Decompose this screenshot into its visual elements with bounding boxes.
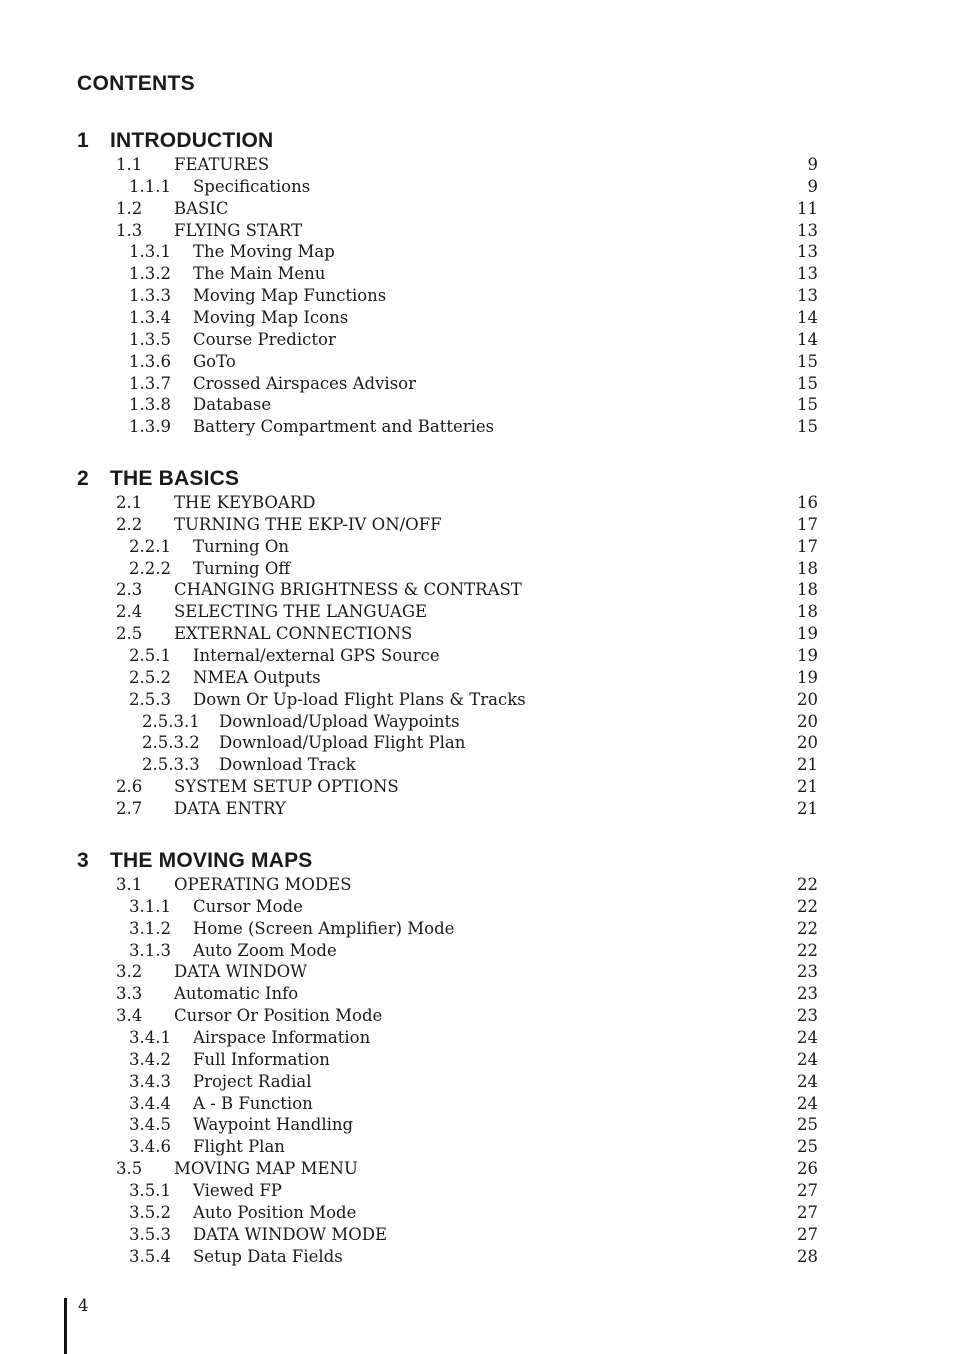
toc-entry-label: TURNING THE EKP-IV ON/OFF: [174, 514, 442, 534]
toc-entry-label: Download/Upload Waypoints: [219, 711, 460, 731]
footer-page-number: 4: [78, 1296, 89, 1315]
toc-entry-number: 3.4: [116, 1006, 143, 1026]
toc-entry-page: 18: [797, 602, 818, 622]
toc-entry-page: 28: [797, 1246, 818, 1266]
toc-entry-page: 22: [797, 896, 818, 916]
toc-entry-number: 3.3: [116, 984, 143, 1004]
toc-entry-label: SELECTING THE LANGUAGE: [174, 602, 428, 622]
toc-entry-number: 2.2.2: [129, 558, 171, 578]
toc-entry-label: Auto Zoom Mode: [193, 940, 337, 960]
toc-entry[interactable]: [0, 263, 954, 285]
toc-entry[interactable]: [0, 776, 954, 798]
toc-entry[interactable]: [0, 667, 954, 689]
toc-entry-page: 17: [797, 514, 818, 534]
toc-entry[interactable]: [0, 874, 954, 896]
toc-entry[interactable]: [0, 1071, 954, 1093]
toc-entry[interactable]: [0, 285, 954, 307]
toc-entry[interactable]: [0, 351, 954, 373]
toc-entry-number: 2.7: [116, 798, 143, 818]
toc-entry[interactable]: [0, 1049, 954, 1071]
toc-entry-label: Viewed FP: [193, 1180, 282, 1200]
toc-entry[interactable]: [0, 1202, 954, 1224]
toc-entry[interactable]: [0, 983, 954, 1005]
toc-entry-page: 21: [797, 777, 818, 796]
toc-entry-number: 1.3.2: [129, 264, 171, 284]
toc-entry-number: 1.3.4: [129, 308, 171, 327]
toc-entry[interactable]: [0, 798, 954, 820]
toc-entry-page: 27: [797, 1180, 818, 1200]
toc-entry-page: 23: [797, 984, 818, 1004]
toc-entry-number: 3.4.4: [129, 1093, 171, 1113]
chapter-heading: [77, 848, 313, 874]
toc-entry-label: Setup Data Fields: [193, 1246, 343, 1266]
toc-entry-page: 24: [797, 1028, 818, 1047]
toc-entry[interactable]: [0, 1224, 954, 1246]
toc-entry-label: Cursor Or Position Mode: [174, 1006, 383, 1026]
toc-entry-number: 2.5.3.3: [142, 755, 200, 775]
toc-entry[interactable]: [0, 154, 954, 176]
toc-entry-page: 20: [797, 689, 818, 709]
toc-entry[interactable]: [0, 536, 954, 558]
toc-entry[interactable]: [0, 373, 954, 395]
toc-entry[interactable]: [0, 394, 954, 416]
toc-entry-label: Download Track: [219, 755, 356, 775]
toc-entry-number: 1.3.5: [129, 329, 171, 349]
toc-entry-number: 3.2: [116, 962, 143, 982]
toc-entry[interactable]: [0, 918, 954, 940]
toc-entry-label: Internal/external GPS Source: [193, 646, 440, 665]
chapter-number: 1: [77, 129, 89, 152]
toc-entry-number: 2.5.3: [129, 689, 171, 709]
toc-entry[interactable]: [0, 1114, 954, 1136]
toc-entry-page: 25: [797, 1115, 818, 1135]
toc-entry-number: 2.5.3.1: [142, 711, 200, 731]
toc-entry-label: Crossed Airspaces Advisor: [193, 373, 416, 393]
toc-entry-label: BASIC: [174, 198, 229, 218]
toc-entry-page: 13: [797, 242, 818, 262]
toc-entry-label: Cursor Mode: [193, 896, 303, 916]
toc-entry[interactable]: [0, 896, 954, 918]
toc-entry-number: 3.4.3: [129, 1071, 171, 1091]
toc-entry-page: 24: [797, 1071, 818, 1091]
toc-entry[interactable]: [0, 416, 954, 438]
toc-entry-number: 3.1.2: [129, 918, 171, 938]
toc-entry-label: DATA WINDOW: [174, 962, 308, 982]
toc-entry[interactable]: [0, 623, 954, 645]
toc-entry-number: 3.1.1: [129, 896, 171, 916]
toc-entry-number: 3.5: [116, 1159, 143, 1178]
chapter-heading: [77, 466, 239, 492]
toc-entry-page: 19: [797, 646, 818, 665]
toc-entry-page: 11: [797, 198, 818, 218]
toc-entry-label: The Moving Map: [193, 242, 335, 262]
toc-entry-number: 3.4.5: [129, 1115, 171, 1135]
toc-entry[interactable]: [0, 1158, 954, 1180]
toc-entry[interactable]: [0, 329, 954, 351]
toc-entry-number: 1.3: [116, 220, 143, 240]
toc-entry-page: 22: [797, 918, 818, 938]
toc-entry-number: 1.1: [116, 155, 143, 174]
toc-entry-page: 9: [807, 176, 818, 196]
toc-entry-number: 2.6: [116, 777, 143, 796]
toc-entry[interactable]: [0, 732, 954, 754]
toc-entry-label: Project Radial: [193, 1071, 312, 1091]
toc-entry-number: 2.5.1: [129, 646, 171, 665]
toc-entry[interactable]: [0, 1180, 954, 1202]
toc-entry-number: 3.5.3: [129, 1224, 171, 1244]
toc-entry-label: Download/Upload Flight Plan: [219, 733, 466, 753]
toc-entry-label: Full Information: [193, 1049, 330, 1069]
page-title: CONTENTS: [77, 72, 195, 95]
toc-entry-number: 1.3.8: [129, 395, 171, 415]
toc-entry[interactable]: [0, 558, 954, 580]
toc-entry-number: 3.4.1: [129, 1028, 171, 1047]
toc-entry-label: SYSTEM SETUP OPTIONS: [174, 777, 399, 796]
toc-entry-label: FLYING START: [174, 220, 303, 240]
toc-entry-page: 27: [797, 1224, 818, 1244]
toc-entry[interactable]: [0, 492, 954, 514]
toc-entry-number: 3.5.1: [129, 1180, 171, 1200]
toc-entry-number: 3.5.2: [129, 1202, 171, 1222]
chapter-title: THE BASICS: [110, 467, 240, 490]
toc-entry-page: 13: [797, 286, 818, 306]
toc-entry-page: 15: [797, 373, 818, 393]
toc-entry-label: Course Predictor: [193, 329, 336, 349]
toc-entry[interactable]: [0, 601, 954, 623]
toc-entry-label: DATA WINDOW MODE: [193, 1224, 388, 1244]
toc-entry-page: 20: [797, 711, 818, 731]
toc-entry[interactable]: [0, 1093, 954, 1115]
toc-entry-page: 23: [797, 962, 818, 982]
toc-entry-number: 2.2: [116, 514, 143, 534]
toc-entry-page: 9: [807, 155, 818, 174]
toc-entry-label: Auto Position Mode: [193, 1202, 357, 1222]
toc-entry[interactable]: [0, 198, 954, 220]
toc-entry-page: 14: [797, 329, 818, 349]
toc-entry-label: CHANGING BRIGHTNESS & CONTRAST: [174, 580, 522, 600]
toc-entry-page: 15: [797, 351, 818, 371]
toc-entry-page: 22: [797, 875, 818, 894]
toc-entry-number: 2.5: [116, 624, 143, 644]
toc-entry-number: 3.5.4: [129, 1246, 171, 1266]
toc-entry-page: 25: [797, 1137, 818, 1157]
toc-entry-number: 1.3.1: [129, 242, 171, 262]
toc-entry[interactable]: [0, 307, 954, 329]
chapter-heading: [77, 128, 273, 154]
toc-entry-number: 2.2.1: [129, 536, 171, 556]
toc-entry-page: 21: [797, 798, 818, 818]
chapter-title: INTRODUCTION: [110, 129, 274, 152]
toc-entry-label: Waypoint Handling: [193, 1115, 354, 1135]
toc-entry[interactable]: [0, 1005, 954, 1027]
toc-entry-number: 2.1: [116, 493, 143, 512]
toc-entry-page: 26: [797, 1159, 818, 1178]
toc-entry-label: The Main Menu: [193, 264, 326, 284]
toc-entry[interactable]: [0, 961, 954, 983]
toc-entry[interactable]: [0, 754, 954, 776]
toc-entry-number: 2.4: [116, 602, 143, 622]
toc-entry-number: 3.1: [116, 875, 143, 894]
toc-entry-page: 24: [797, 1093, 818, 1113]
toc-entry-page: 13: [797, 264, 818, 284]
toc-entry-label: EXTERNAL CONNECTIONS: [174, 624, 413, 644]
toc-entry-page: 19: [797, 667, 818, 687]
toc-entry-page: 17: [797, 536, 818, 556]
toc-entry[interactable]: [0, 1027, 954, 1049]
toc-entry-page: 27: [797, 1202, 818, 1222]
toc-entry-label: Airspace Information: [193, 1028, 371, 1047]
toc-entry[interactable]: [0, 176, 954, 198]
chapter-number: 2: [77, 467, 89, 490]
toc-entry-number: 2.3: [116, 580, 143, 600]
toc-entry-label: THE KEYBOARD: [174, 493, 316, 512]
toc-entry-label: Home (Screen Amplifier) Mode: [193, 918, 455, 938]
toc-entry-label: DATA ENTRY: [174, 798, 286, 818]
toc-entry-number: 1.2: [116, 198, 143, 218]
toc-entry-label: Database: [193, 395, 272, 415]
toc-entry-page: 15: [797, 417, 818, 437]
toc-entry-page: 18: [797, 580, 818, 600]
toc-entry-number: 2.5.3.2: [142, 733, 200, 753]
toc-entry-label: Specifications: [193, 176, 311, 196]
toc-entry-number: 3.4.6: [129, 1137, 171, 1157]
toc-entry-number: 1.3.3: [129, 286, 171, 306]
toc-entry-page: 16: [797, 493, 818, 512]
toc-entry-page: 22: [797, 940, 818, 960]
toc-entry-label: GoTo: [193, 351, 236, 371]
toc-entry-label: Turning Off: [193, 558, 291, 578]
toc-entry-label: Down Or Up-load Flight Plans & Tracks: [193, 689, 526, 709]
toc-entry[interactable]: [0, 579, 954, 601]
toc-entry-label: OPERATING MODES: [174, 875, 352, 894]
toc-entry-label: Moving Map Functions: [193, 286, 387, 306]
toc-entry-number: 2.5.2: [129, 667, 171, 687]
toc-entry-page: 20: [797, 733, 818, 753]
chapter-title: THE MOVING MAPS: [110, 849, 313, 872]
chapter-number: 3: [77, 849, 89, 872]
toc-entry[interactable]: [0, 220, 954, 242]
toc-entry-page: 23: [797, 1006, 818, 1026]
toc-entry-label: Moving Map Icons: [193, 308, 349, 327]
toc-entry[interactable]: [0, 689, 954, 711]
toc-entry[interactable]: [0, 940, 954, 962]
toc-entry-page: 18: [797, 558, 818, 578]
toc-entry-number: 1.3.9: [129, 417, 171, 437]
toc-entry[interactable]: [0, 645, 954, 667]
toc-entry-number: 3.4.2: [129, 1049, 171, 1069]
toc-entry-label: NMEA Outputs: [193, 667, 321, 687]
toc-entry-label: Turning On: [193, 536, 290, 556]
toc-entry-number: 1.3.7: [129, 373, 171, 393]
toc-entry-label: A - B Function: [193, 1093, 313, 1113]
toc-entry-number: 1.1.1: [129, 176, 171, 196]
toc-entry-page: 19: [797, 624, 818, 644]
toc-entry-page: 21: [797, 755, 818, 775]
toc-entry-label: Battery Compartment and Batteries: [193, 417, 495, 437]
toc-entry-number: 1.3.6: [129, 351, 171, 371]
toc-entry[interactable]: [0, 1246, 954, 1268]
toc-entry-label: Flight Plan: [193, 1137, 285, 1157]
toc-entry-page: 14: [797, 308, 818, 327]
toc-entry-label: Automatic Info: [174, 984, 299, 1004]
toc-entry[interactable]: [0, 1136, 954, 1158]
toc-entry[interactable]: [0, 711, 954, 733]
toc-entry-page: 13: [797, 220, 818, 240]
toc-entry-label: FEATURES: [174, 155, 270, 174]
toc-entry-page: 24: [797, 1049, 818, 1069]
toc-entry[interactable]: [0, 514, 954, 536]
toc-entry-number: 3.1.3: [129, 940, 171, 960]
toc-entry-page: 15: [797, 395, 818, 415]
footer-rule: [64, 1298, 67, 1354]
toc-entry-label: MOVING MAP MENU: [174, 1159, 358, 1178]
toc-entry[interactable]: [0, 241, 954, 263]
